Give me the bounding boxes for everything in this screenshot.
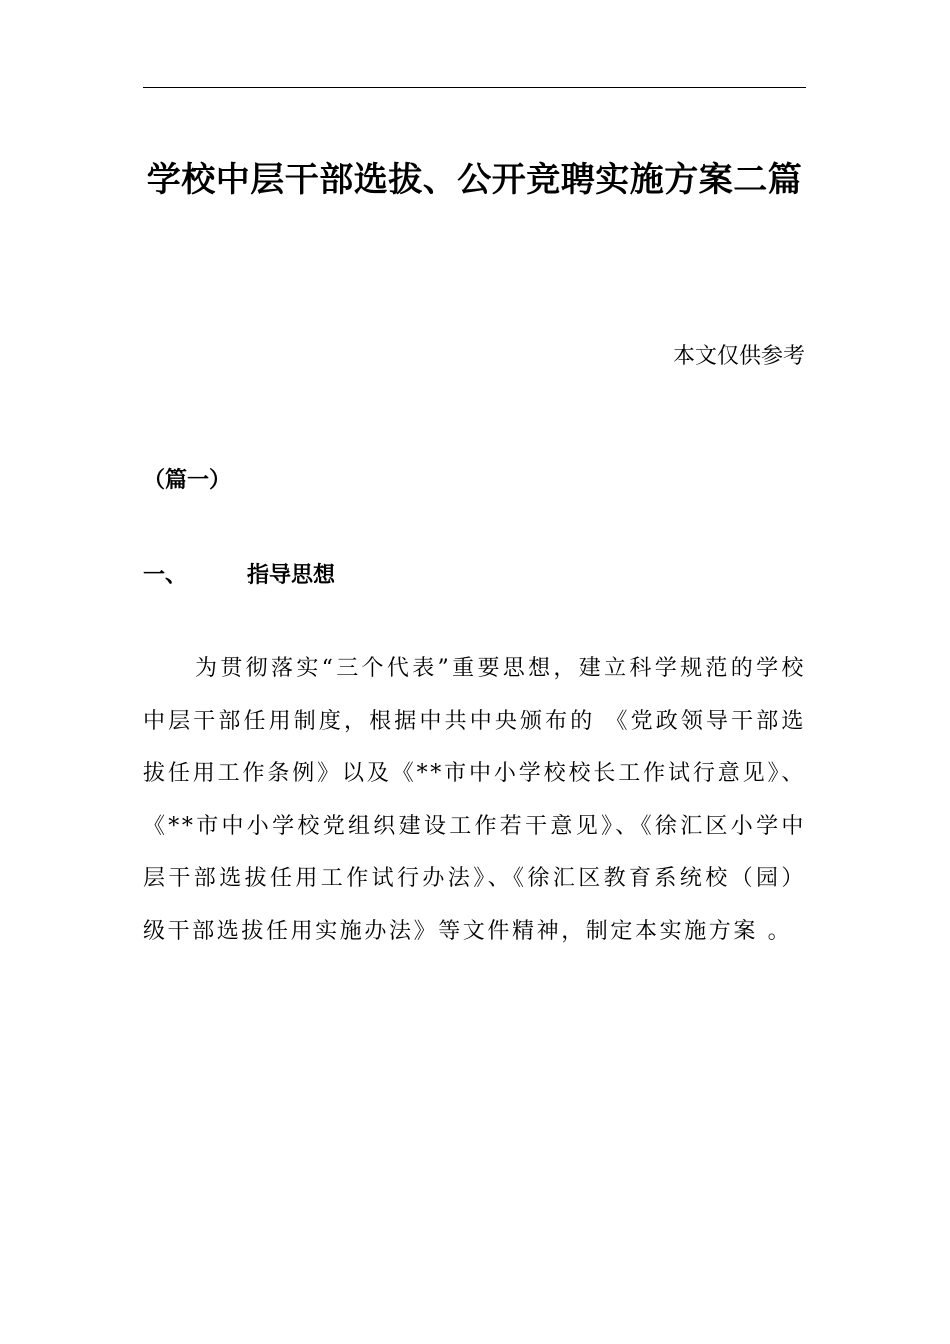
- section-heading-text: 指导思想: [247, 563, 336, 588]
- body-paragraph: 为贯彻落实“三个代表”重要思想，建立科学规范的学校中层干部任用制度，根据中共中央颁布的 《党政领导干部选拔任用工作条例》以及《**市中小学校校长工作试行意见》、《**市中小学校党组织建设工作若干意见》、《徐汇区小学中层干部选拔任用工作试行办法》、《徐汇区教育系统校（园）级干部选拔任用实施办法》等文件精神，制定本实施方案 。: [143, 656, 806, 944]
- reference-note: 本文仅供参考: [672, 344, 805, 369]
- section-number: 一、: [143, 563, 188, 588]
- document-title: 学校中层干部选拔、公开竞聘实施方案二篇: [146, 160, 803, 200]
- section-heading: [143, 559, 335, 593]
- header-rule: [143, 87, 806, 88]
- part-label: （篇一）: [143, 468, 232, 493]
